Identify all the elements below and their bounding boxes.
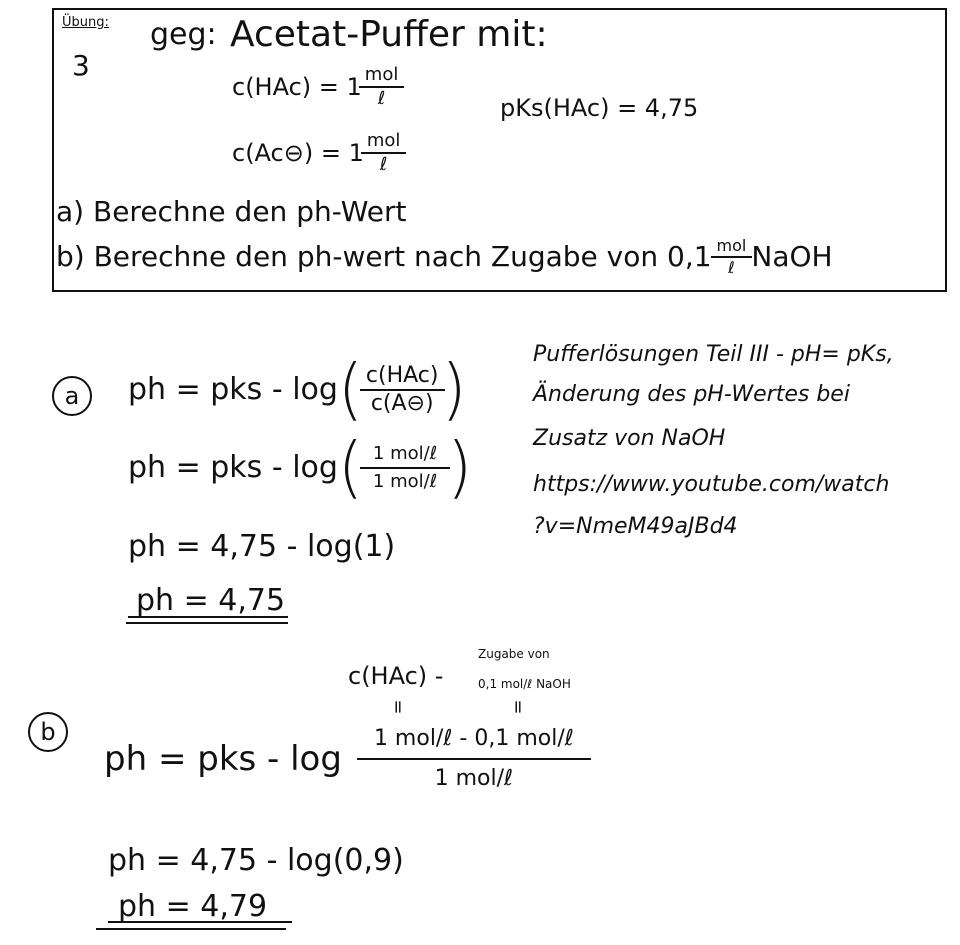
conc-ac-label: c(Ac⊖) = 1	[232, 139, 364, 167]
a-line-2	[128, 429, 473, 507]
note-line-2: Änderung des pH-Wertes bei	[533, 382, 850, 407]
conc-hac-unit-den: ℓ	[359, 86, 405, 108]
part-a-marker: a	[52, 376, 92, 416]
b-line-1-lhs: ph = pks - log	[104, 739, 342, 779]
paren-close: )	[441, 351, 467, 429]
b-line-1	[104, 728, 588, 790]
a-result-underline	[128, 616, 288, 618]
b-annot-left: c(HAc) -	[348, 662, 444, 690]
conc-hac-unit-num: mol	[364, 64, 399, 85]
exercise-number: 3	[72, 49, 90, 82]
conc-ac-unit-den: ℓ	[361, 152, 407, 174]
note-line-4: https://www.youtube.com/watch	[533, 472, 890, 497]
conc-hac	[232, 66, 401, 108]
paren-open: (	[337, 429, 363, 507]
note-line-3: Zusatz von NaOH	[533, 426, 726, 451]
a-line-3: ph = 4,75 - log(1)	[128, 529, 396, 564]
b-line-1-num: 1 mol/ℓ - 0,1 mol/ℓ	[373, 726, 574, 751]
task-part-b-unit-den: ℓ	[711, 256, 753, 276]
b-annot-right-1: Zugabe von	[478, 647, 550, 661]
a-line-1-lhs: ph = pks - log	[128, 372, 338, 407]
b-line-1-den: 1 mol/ℓ	[357, 758, 591, 790]
a-result-underline-2	[126, 622, 288, 624]
b-result: ph = 4,79	[118, 889, 268, 924]
a-line-2-num: 1 mol/ℓ	[372, 443, 438, 464]
task-part-b-text: b) Berechne den ph-wert nach Zugabe von 0,1	[56, 240, 712, 273]
task-part-b-tail: NaOH	[751, 240, 833, 273]
a-line-1	[128, 351, 467, 429]
a-line-1-den: c(A⊖)	[360, 389, 445, 415]
a-line-2-lhs: ph = pks - log	[128, 450, 338, 485]
conc-hac-label: c(HAc) = 1	[232, 73, 362, 101]
given-label: geg:	[150, 17, 217, 52]
b-equals-mark-left: =	[387, 699, 409, 715]
b-equals-mark-right: =	[507, 699, 529, 715]
conc-ac	[232, 132, 403, 174]
conc-ac-unit-num: mol	[366, 130, 401, 151]
task-part-a: a) Berechne den ph-Wert	[56, 195, 407, 228]
paren-close: )	[447, 429, 473, 507]
b-result-underline	[108, 921, 292, 923]
paren-open: (	[337, 351, 363, 429]
a-line-2-den: 1 mol/ℓ	[360, 467, 450, 491]
b-line-2: ph = 4,75 - log(0,9)	[108, 843, 404, 878]
note-line-1: Pufferlösungen Teil III - pH= pKs,	[533, 342, 894, 367]
uebung-label: Übung:	[62, 15, 109, 30]
a-line-1-num: c(HAc)	[365, 363, 439, 388]
task-title: Acetat-Puffer mit:	[230, 14, 548, 55]
b-result-underline-2	[96, 928, 286, 930]
note-line-5: ?v=NmeM49aJBd4	[533, 514, 738, 539]
part-b-marker: b	[28, 712, 68, 752]
task-part-b	[56, 238, 833, 276]
pks-value: pKs(HAc) = 4,75	[500, 94, 699, 122]
task-part-b-unit-num: mol	[716, 236, 747, 255]
a-result: ph = 4,75	[136, 583, 286, 618]
b-annot-right-2: 0,1 mol/ℓ NaOH	[478, 677, 571, 691]
